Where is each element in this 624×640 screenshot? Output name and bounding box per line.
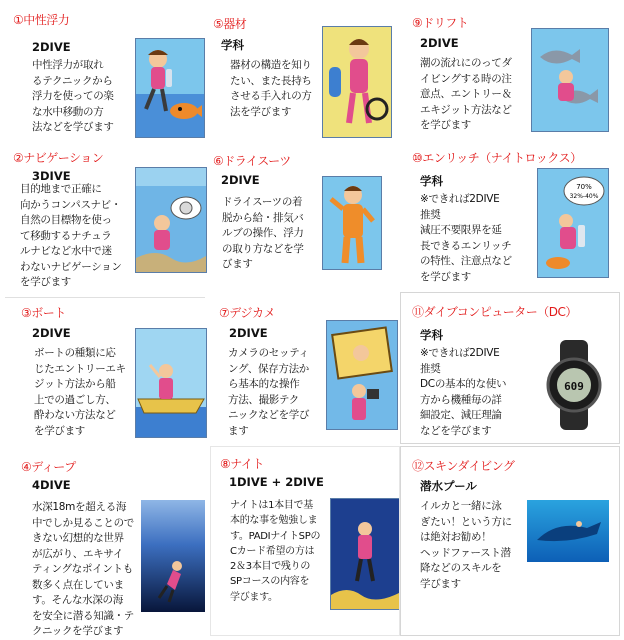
course-level: 2DIVE xyxy=(32,326,71,340)
course-title: ⑪ダイブコンピューター（DC） xyxy=(412,305,577,319)
equipment-illustration xyxy=(322,26,392,138)
course-description: 潮の流れにのってダ イビングする時の注 意点、エントリー＆ エキジット方法など を学びます xyxy=(420,57,512,131)
course-title: ⑫スキンダイビング xyxy=(412,459,515,473)
course-level: 2DIVE xyxy=(420,36,459,50)
course-title: ②ナビゲーション xyxy=(13,151,104,165)
svg-text:70%: 70% xyxy=(576,183,592,191)
card-frame xyxy=(400,446,620,636)
course-title: ①中性浮力 xyxy=(13,13,70,27)
course-level: 2DIVE xyxy=(221,173,260,187)
course-level: 学科 xyxy=(420,174,443,188)
course-level: 2DIVE xyxy=(229,326,268,340)
card-frame xyxy=(5,297,205,299)
svg-text:609: 609 xyxy=(564,380,584,393)
course-level: 潜水プール xyxy=(420,479,477,493)
course-description: ナイトは1本目で基 本的な事を勉強しま す。PADIナイトSPの Cカード希望の方は 2＆3本目で残りの SPコースの内容を 学びます。 xyxy=(230,500,321,603)
course-level: 3DIVE xyxy=(32,169,71,183)
course-title: ⑩エンリッチ（ナイトロックス） xyxy=(412,151,582,165)
navigation-illustration xyxy=(135,167,207,273)
deep-dive-illustration xyxy=(141,500,205,612)
course-level: 学科 xyxy=(221,38,244,52)
course-title: ③ボート xyxy=(21,306,66,320)
course-description: 中性浮力が取れ るテクニックから 浮力を使っての楽 な水中移動の方 法などを学びます xyxy=(32,59,114,133)
course-level: 学科 xyxy=(420,328,443,342)
boat-illustration xyxy=(135,328,207,438)
svg-text:32%-40%: 32%-40% xyxy=(569,193,599,200)
course-description: カメラのセッティ ング、保存方法か ら基本的な操作 方法、撮影テク ニックなどを学び ます xyxy=(228,347,310,437)
course-title: ⑦デジカメ xyxy=(219,306,276,320)
drift-illustration xyxy=(531,28,609,132)
course-title: ⑥ドライスーツ xyxy=(213,154,291,168)
course-title: ⑧ナイト xyxy=(220,457,264,471)
course-description: 器材の構造を知り たい、また長持ち させる手入れの方 法を学びます xyxy=(230,59,312,118)
course-title: ⑨ドリフト xyxy=(412,16,469,30)
course-description: ※できれば2DIVE 推奨 減圧不要限界を延 長できるエンリッチ の特性、注意点など を学びます xyxy=(420,193,512,283)
card-frame xyxy=(210,446,400,636)
course-description: ※できれば2DIVE 推奨 DCの基本的な使い 方から機種毎の詳 細設定、減圧理論 などを学びます xyxy=(420,347,507,437)
digicam-illustration xyxy=(326,320,398,430)
course-title: ⑤器材 xyxy=(213,17,247,31)
nitrox-illustration xyxy=(537,168,609,278)
card-frame xyxy=(400,292,620,444)
course-level: 2DIVE xyxy=(32,40,71,54)
course-level: 4DIVE xyxy=(32,478,71,492)
course-level: 1DIVE + 2DIVE xyxy=(229,475,324,489)
course-title: ④ディープ xyxy=(21,460,76,474)
course-description: イルカと一緒に泳 ぎたい！という方に は絶対お勧め！ ヘッドファースト潜 降などのスキルを 学びます xyxy=(420,500,512,590)
drysuit-illustration xyxy=(322,176,382,270)
course-description: 水深18mを超える海 中でしか見ることので きない幻想的な世界 が広がり、エキサイ ティングなポイントも 数多く点在していま す。そんな水深の海 を安全に潜る知識・テ クニックを学びます xyxy=(32,501,134,637)
course-description: ボートの種類に応 じたエントリーエキ ジット方法から船 上での過ごし方、 酔わない方法など を学びます xyxy=(34,347,126,437)
course-description: 目的地まで正確に 向かうコンパスナビ・ 自然の目標物を使っ て移動するナチュラ ルナビなど水中で迷 わないナビゲーション を学びます xyxy=(20,183,122,288)
diver-illustration xyxy=(135,38,205,138)
course-description: ドライスーツの着 脱から給・排気バ ルブの操作、浮力 の取り方などを学 びます xyxy=(222,196,304,270)
